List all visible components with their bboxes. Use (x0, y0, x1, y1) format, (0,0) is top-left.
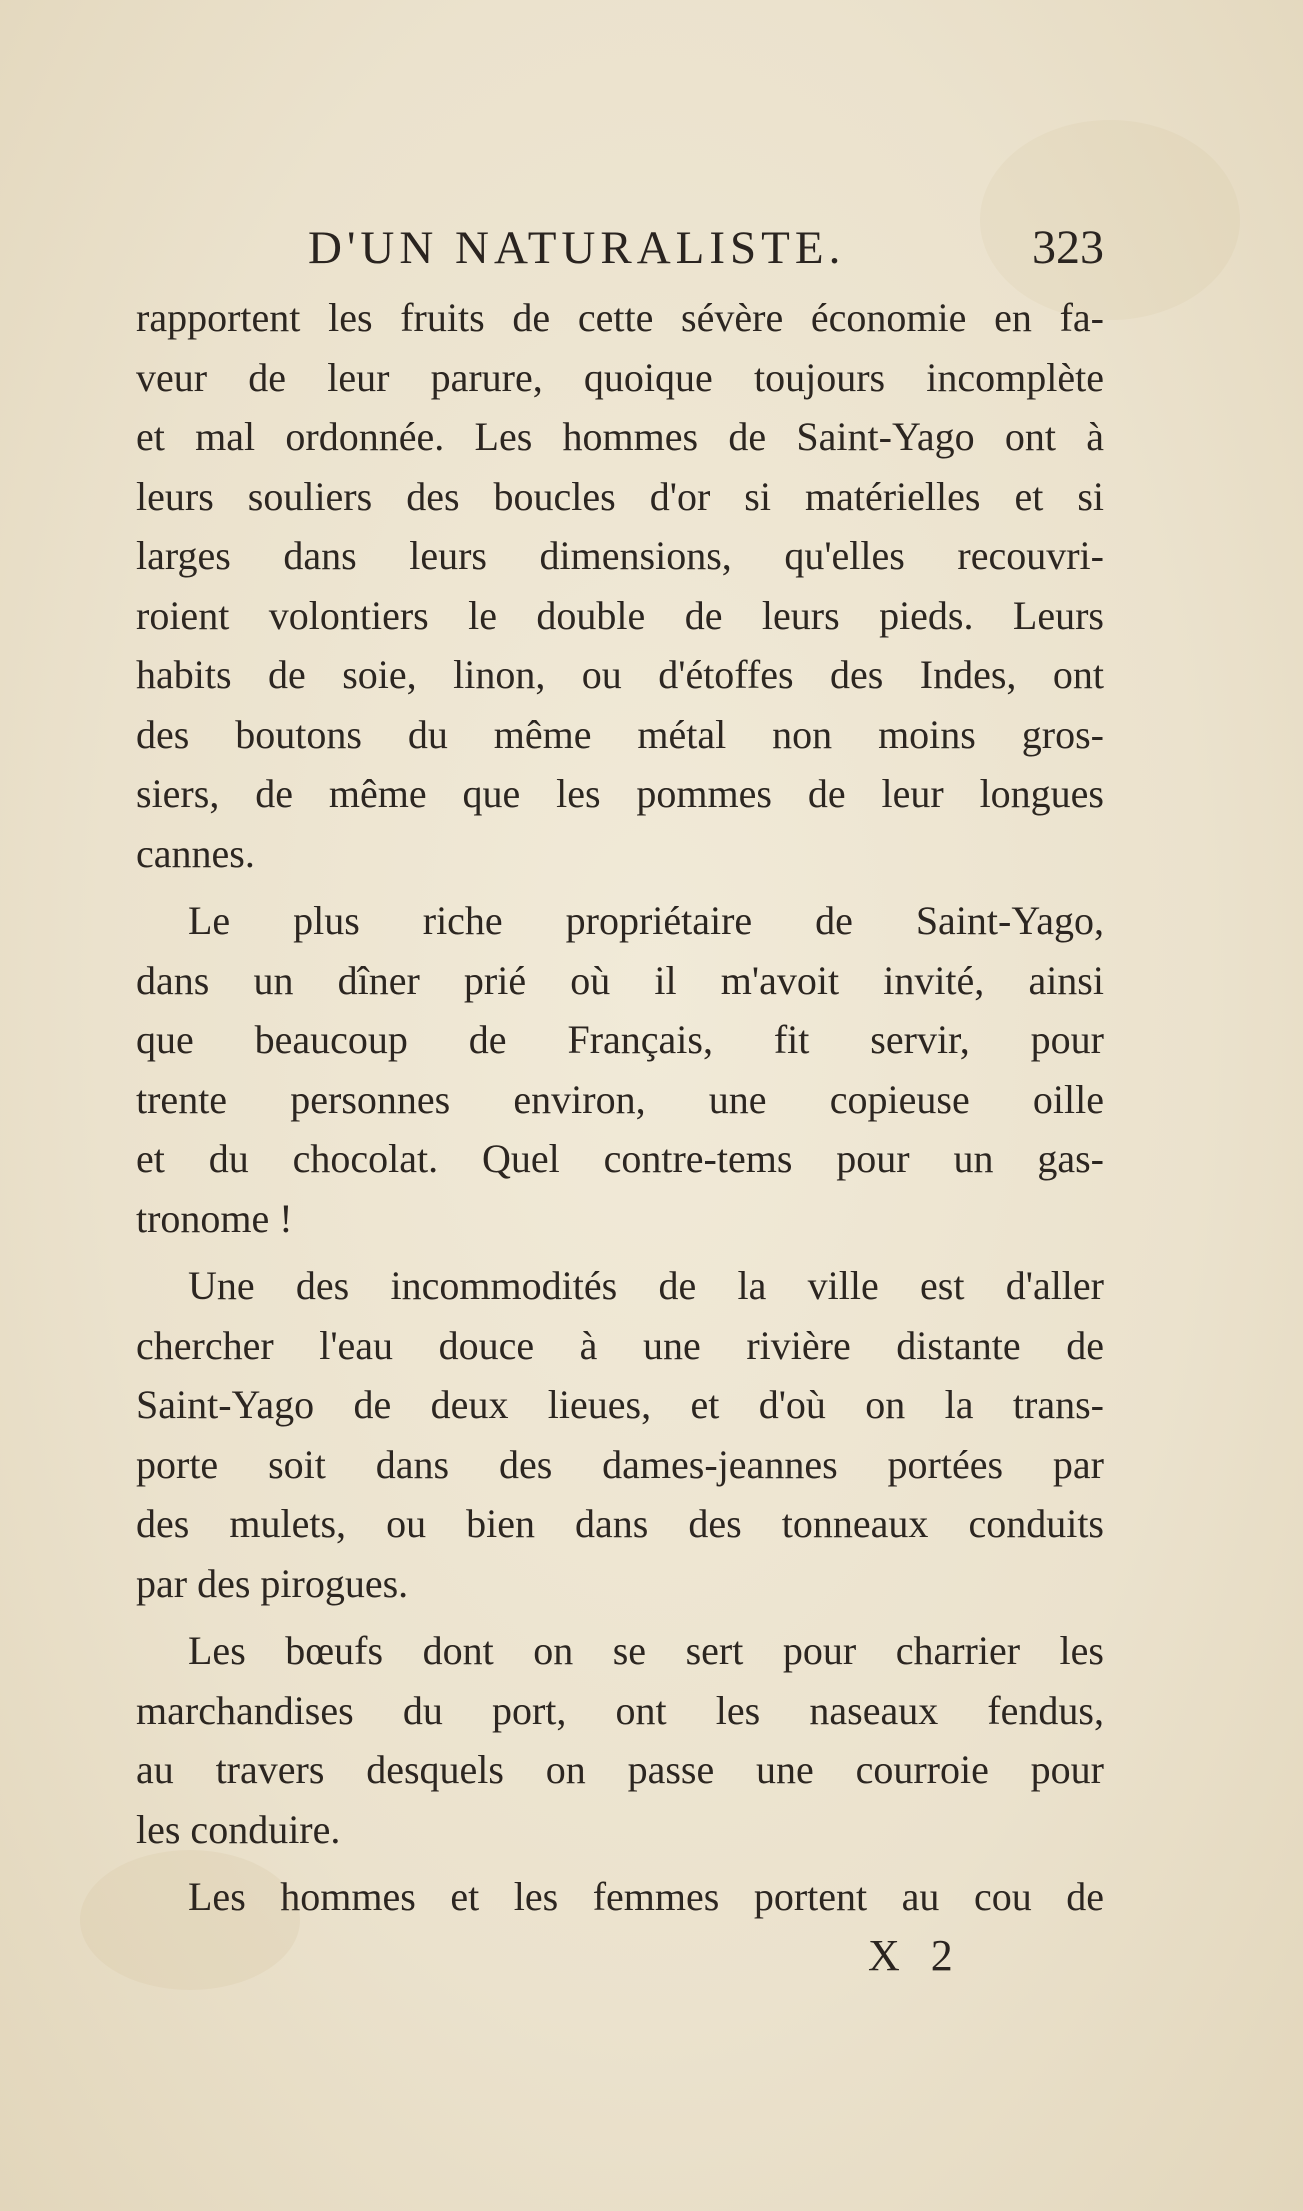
text-line: des boutons du même métal non moins gros- (136, 711, 1104, 757)
text-line: habits de soie, linon, ou d'étoffes des Indes, ont (136, 652, 1104, 697)
text-line: que beaucoup de Français, fit servir, pour (136, 1017, 1104, 1062)
text-line: tronome ! (136, 1195, 293, 1241)
running-title: D'UN NATURALISTE. (308, 222, 846, 274)
paragraph (136, 1621, 1104, 1859)
paragraph (136, 1256, 1104, 1613)
text-line: veur de leur parure, quoique toujours incomplète (136, 354, 1104, 400)
text-line: marchandises du port, ont les naseaux fendus, (136, 1687, 1104, 1733)
page-number: 323 (1032, 221, 1104, 274)
running-head (0, 218, 1303, 278)
text-line: rapportent les fruits de cette sévère économie en fa- (136, 295, 1104, 340)
paragraph (136, 288, 1104, 883)
text-line: Les bœufs dont on se sert pour charrier les (188, 1628, 1104, 1673)
text-line: trente personnes environ, une copieuse oille (136, 1076, 1104, 1122)
text-line: porte soit dans des dames-jeannes portées par (136, 1441, 1104, 1487)
text-line: les conduire. (136, 1806, 341, 1852)
body-text (136, 288, 1104, 1927)
text-line: siers, de même que les pommes de leur longues (136, 771, 1104, 816)
text-line: par des pirogues. (136, 1560, 409, 1606)
text-line: chercher l'eau douce à une rivière distante de (136, 1322, 1104, 1368)
text-line: Saint-Yago de deux lieues, et d'où on la trans- (136, 1382, 1104, 1427)
text-line: Les hommes et les femmes portent au cou de (188, 1874, 1104, 1919)
text-line: larges dans leurs dimensions, qu'elles recouvri- (136, 533, 1104, 578)
text-line: dans un dîner prié où il m'avoit invité, ainsi (136, 957, 1104, 1003)
text-line: leurs souliers des boucles d'or si matérielles et si (136, 473, 1104, 519)
text-line: et mal ordonnée. Les hommes de Saint-Yago ont à (136, 414, 1104, 459)
signature-mark: X 2 (868, 1931, 963, 1980)
paragraph (136, 1867, 1104, 1927)
paragraph (136, 891, 1104, 1248)
text-line: Le plus riche propriétaire de Saint-Yago, (188, 898, 1104, 943)
text-line: roient volontiers le double de leurs pieds. Leurs (136, 592, 1104, 638)
text-line: et du chocolat. Quel contre-tems pour un gas- (136, 1136, 1104, 1181)
text-line: au travers desquels on passe une courroie pour (136, 1747, 1104, 1792)
text-line: des mulets, ou bien dans des tonneaux conduits (136, 1501, 1104, 1546)
text-line: cannes. (136, 830, 255, 876)
text-line: Une des incommodités de la ville est d'aller (188, 1263, 1104, 1308)
